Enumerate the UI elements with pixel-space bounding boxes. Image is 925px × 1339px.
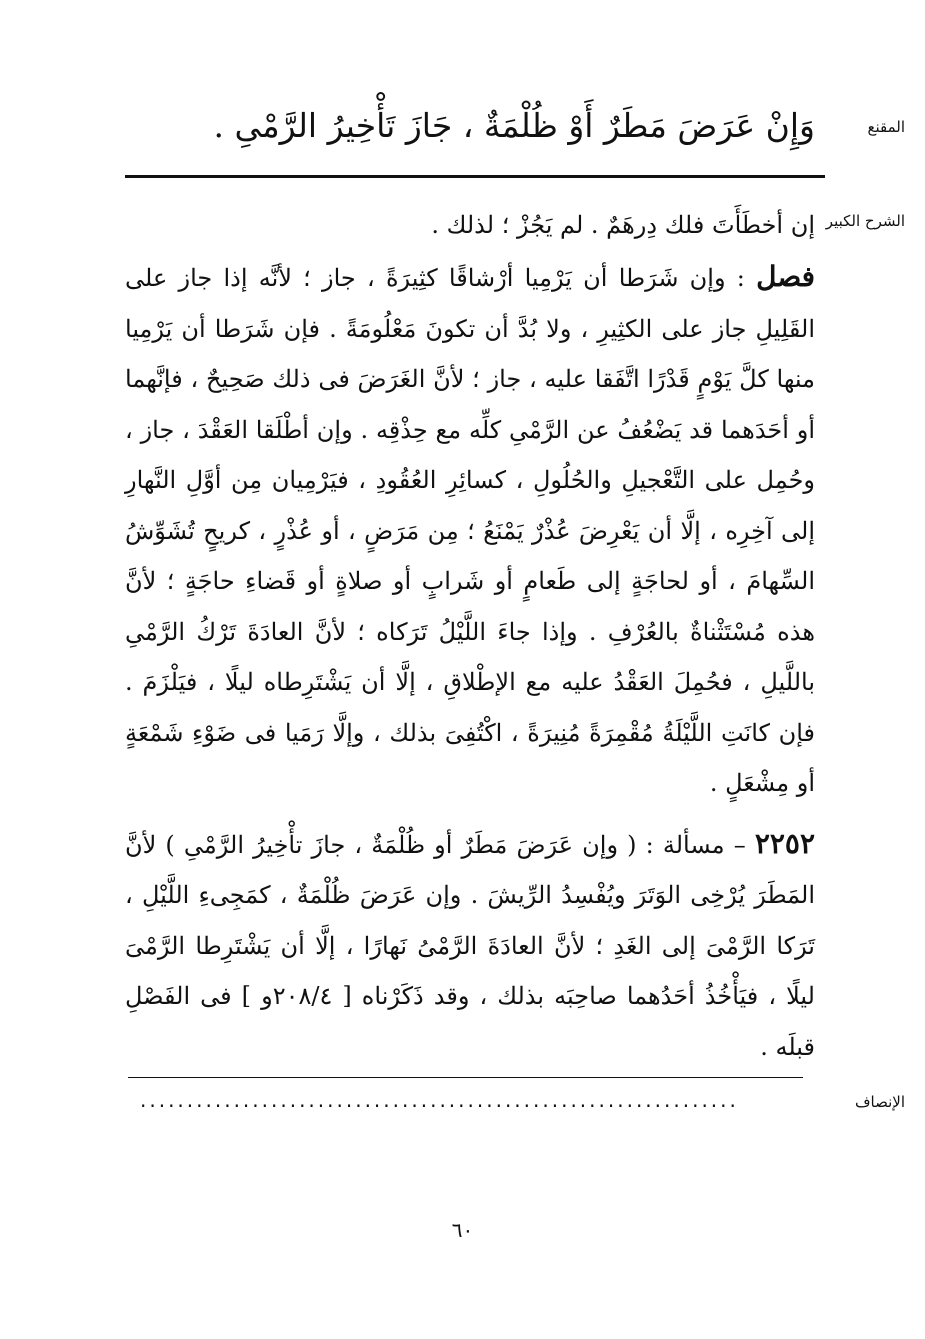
section-divider-thick xyxy=(125,175,825,178)
fasl-heading: فصل xyxy=(756,260,815,293)
sharh-first-line: إن أخطَأَتَ فلك دِرهَمٌ . لم يَجُزْ ؛ لذلك . xyxy=(431,211,815,239)
insaf-section-label: الإنصاف xyxy=(854,1093,905,1111)
fasl-text: : وإن شَرَطا أن يَرْمِيا أرْشاقًا كثِيرَةً ، جاز ؛ لأنَّه إذا جاز على القَلِيلِ جاز على الكثِيرِ ، ولا بُدَّ أن تكونَ مَعْلُومَةً . فإن شَرَطا أن يَرْمِيا منها كلَّ يَوْمٍ قَدْرًا اتَّفَقا عليه ، جاز ؛ لأنَّ الغَرَضَ فى ذلك صَحِيحٌ ، فإنَّهما أو أحَدَهما قد يَضْعُفُ عن الرَّمْىِ كلِّه مع حِذْقِه . وإن أطْلَقا العَقْدَ ، جاز ، وحُمِل على التَّعْجيلِ والحُلُولِ ، كسائِرِ العُقُودِ ، فيَرْمِيان مِن أوَّلِ النَّهارِ إلى آخِرِه ، إلَّا أن يَعْرِضَ عُذْرٌ يَمْنَعُ ؛ مِن مَرَضٍ ، أو عُذْرٍ ، كريحٍ تُشَوِّشُ السِّهامَ ، أو لحاجَةٍ إلى طَعامٍ أو شَرابٍ أو صلاةٍ أو قَضاءِ حاجَةٍ ؛ لأنَّ هذه مُسْتَثْناةٌ بالعُرْفِ . وإذا جاءَ اللَّيْلُ تَرَكاه ؛ لأنَّ العادَةَ تَرْكُ الرَّمْىِ باللَّيلِ ، فحُمِلَ العَقْدُ عليه مع الإطْلاقِ ، إلَّا أن يَشْتَرِطاه ليلًا ، فيَلْزَمَ . فإن كانَتِ اللَّيْلَةُ مُقْمِرَةً مُنِيرَةً ، اكْتُفِىَ بذلك ، وإلَّا رَمَيا فى ضَوْءِ شَمْعَةٍ أو مِشْعَلٍ . xyxy=(125,264,815,797)
sharh-body xyxy=(125,252,815,1072)
insaf-dotted-line: ................................................................ xyxy=(140,1088,739,1112)
muqni-section-label: المقنع xyxy=(867,118,905,136)
masala-text: – مسألة : ( وإن عَرَضَ مَطَرٌ أو ظُلْمَةٌ ، جازَ تأْخِيرُ الرَّمْىِ ) لأنَّ المَطَرَ يُرْخِى الوَتَرَ ويُفْسِدُ الرِّيشَ . وإن عَرَضَ ظُلْمَةٌ ، كمَجِىءِ اللَّيْلِ ، تَرَكا الرَّمْىَ إلى الغَدِ ؛ لأنَّ العادَةَ الرَّمْىُ نَهارًا ، إلَّا أن يَشْتَرِطا الرَّمْىَ ليلًا ، فيَأْخُذُ أحَدُهما صاحِبَه بذلك ، وقد ذَكَرْناه [ ٢٠٨/٤و ] فى الفَصْلِ قبلَه . xyxy=(125,830,815,1061)
masala-paragraph xyxy=(125,819,815,1073)
section-divider-thin xyxy=(128,1077,803,1078)
muqni-text: وَإِنْ عَرَضَ مَطَرٌ أَوْ ظُلْمَةٌ ، جَازَ تَأْخِيرُ الرَّمْىِ . xyxy=(213,106,815,145)
masala-number: ٢٢٥٢ xyxy=(754,826,815,860)
page-number: ٦٠ xyxy=(451,1218,474,1242)
fasl-paragraph xyxy=(125,252,815,809)
sharh-section-label: الشرح الكبير xyxy=(825,212,905,230)
